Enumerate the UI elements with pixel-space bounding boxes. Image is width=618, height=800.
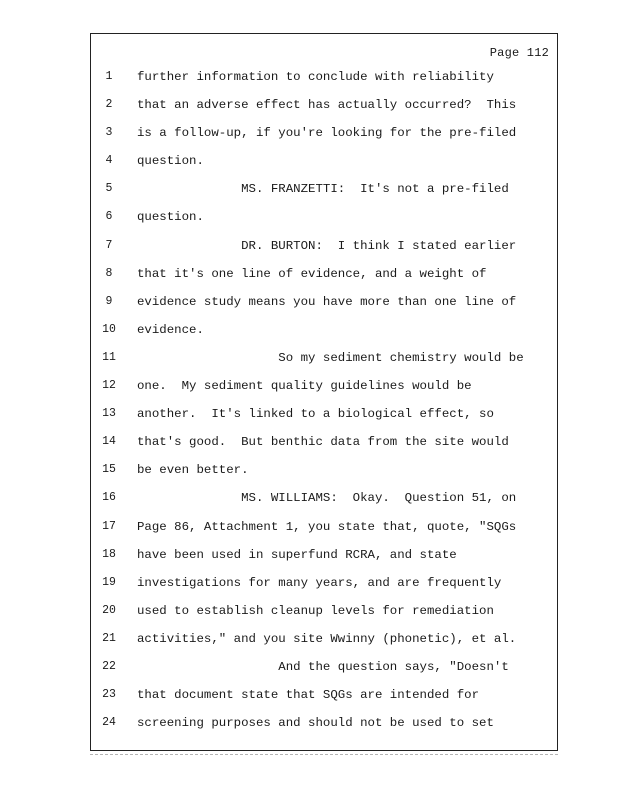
bottom-divider xyxy=(90,754,558,757)
line-number: 16 xyxy=(102,491,116,505)
transcript-line xyxy=(91,513,557,541)
transcript-line xyxy=(91,709,557,737)
line-text: further information to conclude with reliability xyxy=(137,70,494,84)
line-text: DR. BURTON: I think I stated earlier xyxy=(137,238,517,253)
transcript-line xyxy=(91,653,557,681)
line-number: 9 xyxy=(105,294,113,308)
line-text: that it's one line of evidence, and a weight of xyxy=(137,266,487,281)
line-text: MS. WILLIAMS: Okay. Question 51, on xyxy=(137,491,517,506)
line-number: 10 xyxy=(102,322,116,336)
line-number: 1 xyxy=(105,70,113,83)
transcript-line xyxy=(91,91,557,119)
line-text: one. My sediment quality guidelines would be xyxy=(137,379,472,394)
line-number: 23 xyxy=(102,688,116,702)
line-text: that's good. But benthic data from the site would xyxy=(137,435,509,450)
line-number: 8 xyxy=(105,266,113,280)
transcript-line xyxy=(91,147,557,175)
line-text: MS. FRANZETTI: It's not a pre-filed xyxy=(137,182,509,197)
line-text: evidence. xyxy=(137,322,204,337)
line-number: 5 xyxy=(105,182,113,196)
line-text: activities," and you site Wwinny (phonetic), et al. xyxy=(137,631,517,646)
transcript-line xyxy=(91,260,557,288)
transcript-line xyxy=(91,597,557,625)
transcript-line xyxy=(91,119,557,147)
line-number: 7 xyxy=(105,238,113,252)
line-text: So my sediment chemistry would be xyxy=(137,350,524,365)
line-text: investigations for many years, and are frequently xyxy=(137,575,502,590)
transcript-line xyxy=(91,63,557,91)
line-number: 20 xyxy=(102,603,116,617)
line-text: question. xyxy=(137,154,204,169)
line-number: 14 xyxy=(102,435,116,449)
line-text: used to establish cleanup levels for remediation xyxy=(137,603,494,618)
transcript-line xyxy=(91,428,557,456)
line-text: that document state that SQGs are intended for xyxy=(137,688,480,703)
transcript-line xyxy=(91,175,557,203)
page-number: Page 112 xyxy=(489,46,549,60)
transcript-line xyxy=(91,232,557,260)
line-text: be even better. xyxy=(137,463,249,478)
transcript-line xyxy=(91,344,557,372)
line-number: 4 xyxy=(105,154,113,168)
line-text: question. xyxy=(137,210,204,225)
line-text: is a follow-up, if you're looking for the pre-filed xyxy=(137,126,517,141)
transcript-line xyxy=(91,316,557,344)
line-text: Page 86, Attachment 1, you state that, quote, "SQGs xyxy=(137,519,517,534)
transcript-line xyxy=(91,541,557,569)
line-text: that an adverse effect has actually occurred? This xyxy=(137,98,517,113)
line-number: 18 xyxy=(102,547,116,561)
line-number: 22 xyxy=(102,659,116,673)
line-number: 12 xyxy=(102,379,116,393)
line-text: screening purposes and should not be used to set xyxy=(137,716,494,731)
line-number: 19 xyxy=(102,575,116,589)
line-number: 15 xyxy=(102,463,116,477)
transcript-line xyxy=(91,203,557,231)
line-text: another. It's linked to a biological effect, so xyxy=(137,407,494,422)
transcript-line xyxy=(91,456,557,484)
transcript-line xyxy=(91,681,557,709)
transcript-line xyxy=(91,569,557,597)
line-number: 3 xyxy=(105,126,113,140)
line-number: 21 xyxy=(102,631,116,645)
transcript-line xyxy=(91,288,557,316)
transcript-line xyxy=(91,484,557,512)
transcript-page xyxy=(90,33,558,751)
transcript-line xyxy=(91,625,557,653)
line-number: 2 xyxy=(105,98,113,112)
line-text: And the question says, "Doesn't xyxy=(137,659,509,674)
line-number: 6 xyxy=(105,210,113,224)
line-number: 11 xyxy=(102,350,116,364)
transcript-line xyxy=(91,372,557,400)
line-number: 13 xyxy=(102,407,116,421)
line-number: 17 xyxy=(102,519,116,533)
line-text: have been used in superfund RCRA, and state xyxy=(137,547,457,562)
transcript-line xyxy=(91,400,557,428)
line-number: 24 xyxy=(102,716,116,730)
line-text: evidence study means you have more than one line of xyxy=(137,294,517,309)
transcript-lines xyxy=(91,63,557,737)
